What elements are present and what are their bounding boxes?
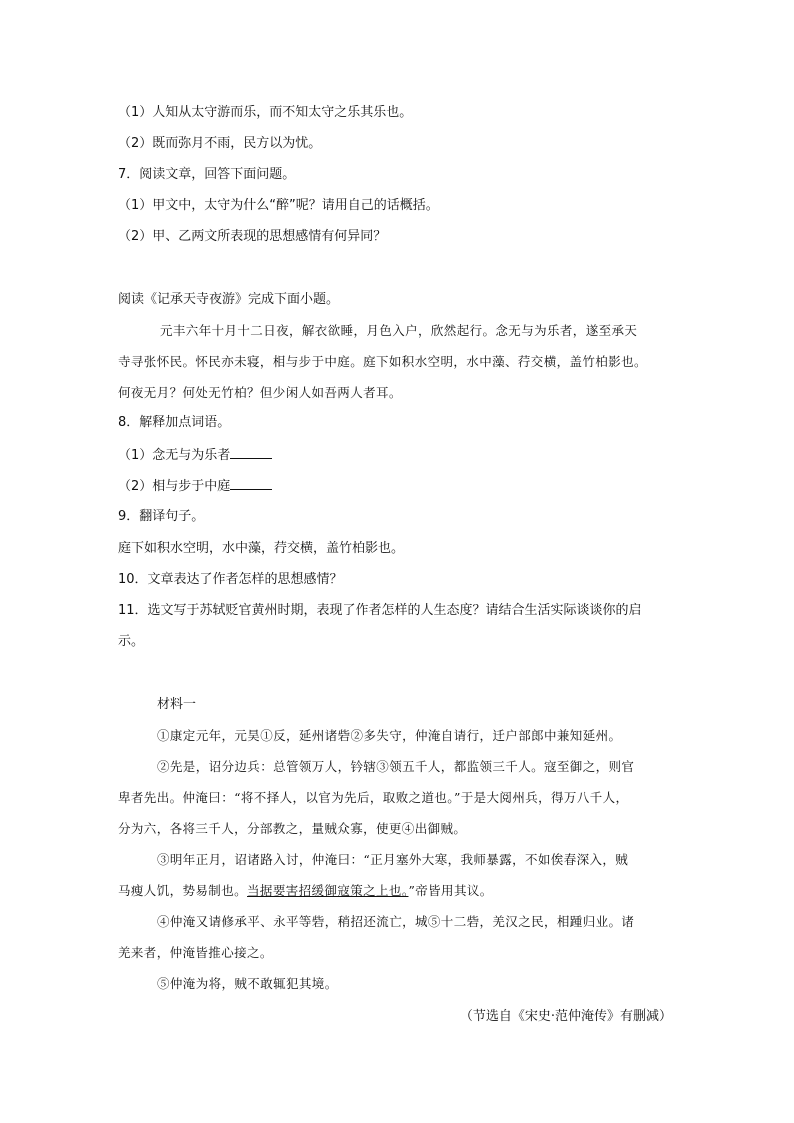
material-p3-line2 [118,882,493,900]
q9-heading: 9．翻译句子。 [118,509,205,524]
q8-sub2 [118,477,272,496]
q7-sub1: （1）甲文中，太守为什么“醉”呢？请用自己的话概括。 [118,198,439,213]
material-p5: ⑤仲淹为将，贼不敢辄犯其境。 [157,976,338,991]
q9-sentence: 庭下如积水空明，水中藻，荇交横，盖竹柏影也。 [118,541,405,556]
underlined-sentence: 当据要害招缓御寇策之上也。 [247,883,409,898]
material-p2-line3: 分为六，各将三千人，分部教之，量贼众寡，使更④出御贼。 [118,821,467,836]
material-p1: ①康定元年，元昊①反，延州诸砦②多失守，仲淹自请行，迁户部郎中兼知延州。 [157,728,622,743]
q6-sub2: （2）既而弥月不雨，民方以为忧。 [118,136,322,151]
q8-sub2-text: （2）相与步于中庭 [118,479,231,494]
q6-sub1: （1）人知从太守游而乐，而不知太守之乐其乐也。 [118,105,413,120]
material-p3-line1: ③明年正月，诏诸路入讨，仲淹曰：“正月塞外大寒，我师暴露，不如俟春深入，贼 [157,852,629,867]
q8-sub1 [118,446,272,465]
material-p2-line1: ②先是，诏分边兵：总管领万人，钤辖③领五千人，都监领三千人。寇至御之，则官 [157,759,635,774]
reading-intro: 阅读《记承天寺夜游》完成下面小题。 [118,292,340,307]
q8-heading: 8．解释加点词语。 [118,415,231,430]
material-p3-text-a: 马瘦人饥，势易制也。 [118,883,248,898]
source-citation: （节选自《宋史·范仲淹传》有删减） [459,1009,672,1024]
answer-blank [230,477,272,490]
q10-heading: 10．文章表达了作者怎样的思想感情？ [118,572,343,587]
material-heading: 材料一 [157,697,197,712]
answer-blank [230,446,272,459]
passage-line-1: 元丰六年十月十二日夜，解衣欲睡，月色入户，欣然起行。念无与为乐者，遂至承天 [160,323,638,338]
q7-sub2: （2）甲、乙两文所表现的思想感情有何异同？ [118,229,387,244]
material-p4-line2: 羌来者，仲淹皆推心接之。 [118,945,273,960]
material-p3-text-c: ”帝皆用其议。 [408,883,493,898]
passage-line-3: 何夜无月？何处无竹柏？但少闲人如吾两人者耳。 [118,385,402,400]
q11-line-1: 11．选文写于苏轼贬官黄州时期，表现了作者怎样的人生态度？请结合生活实际谈谈你的启 [118,603,642,618]
material-p2-line2: 卑者先出。仲淹曰：“将不择人，以官为先后，取败之道也。”于是大阅州兵，得万八千人， [118,790,629,805]
passage-line-2: 寺寻张怀民。怀民亦未寝，相与步于中庭。庭下如积水空明，水中藻、荇交横，盖竹柏影也。 [118,354,647,369]
q11-line-2: 示。 [118,634,145,649]
q7-heading: 7．阅读文章，回答下面问题。 [118,167,296,182]
q8-sub1-text: （1）念无与为乐者 [118,448,231,463]
material-p4-line1: ④仲淹又请修承平、永平等砦，稍招还流亡，城⑤十二砦，羌汉之民，相踵归业。诸 [157,914,635,929]
